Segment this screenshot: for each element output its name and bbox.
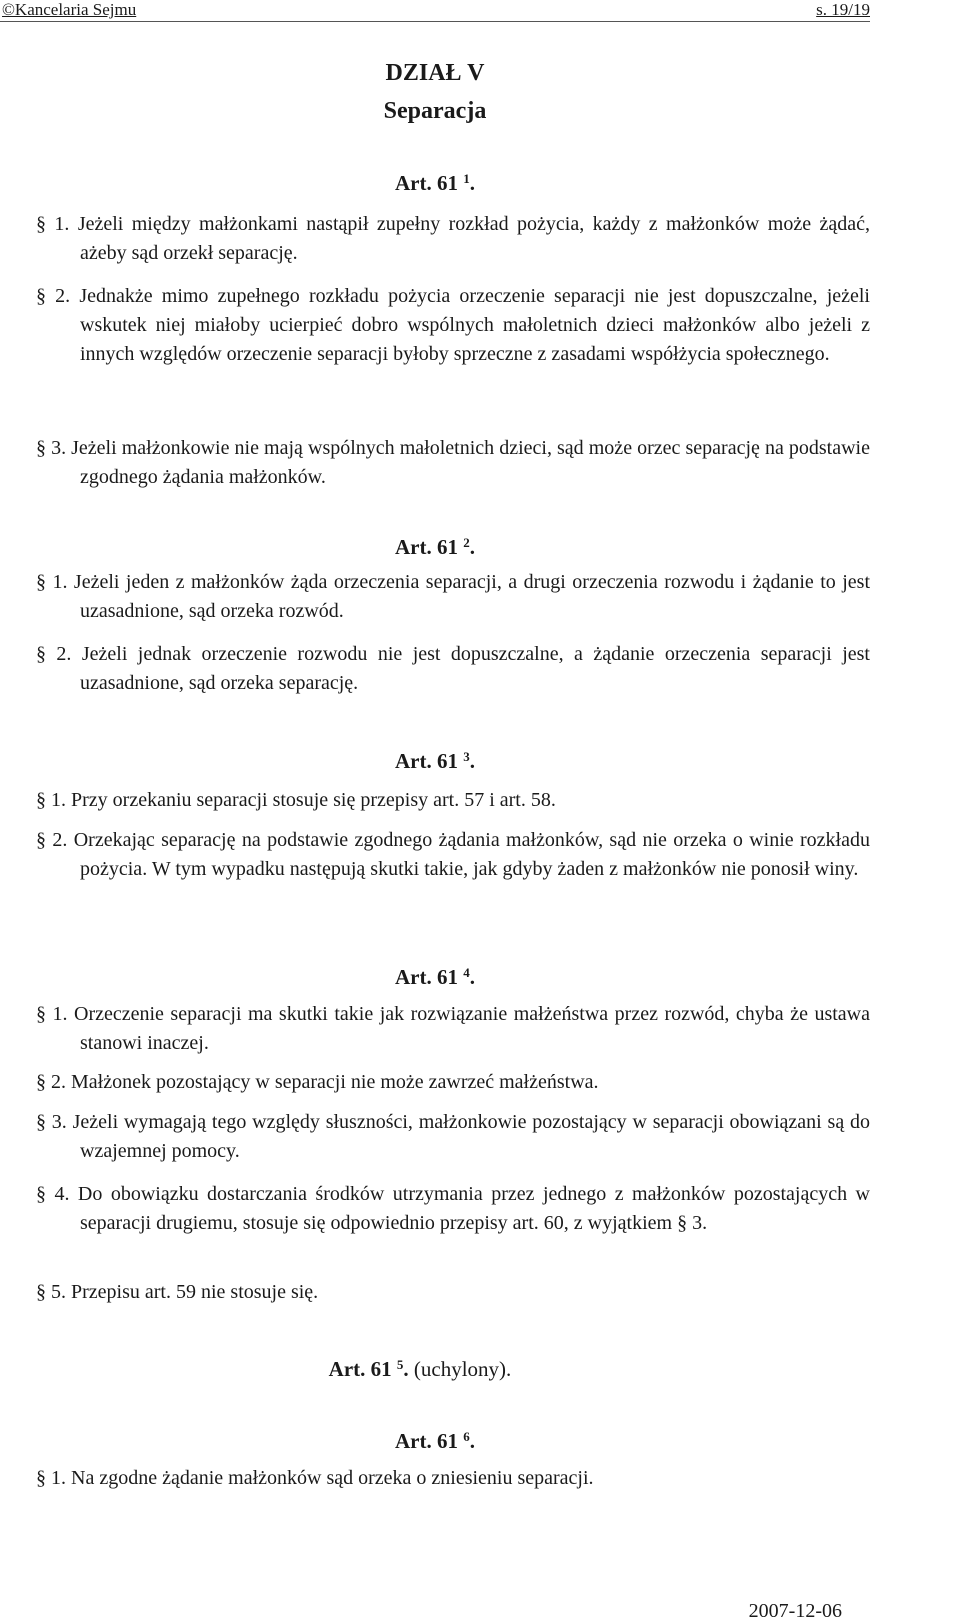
- article-superscript: 3: [463, 749, 470, 764]
- article-superscript: 5: [396, 1357, 404, 1372]
- article-label: Art. 61: [395, 965, 458, 989]
- paragraph: § 3. Jeżeli małżonkowie nie mają wspólnych małoletnich dzieci, sąd może orzec separację na podstawie zgodnego żądania małżonków.: [36, 437, 870, 488]
- paragraph: § 1. Orzeczenie separacji ma skutki takie jak rozwiązanie małżeństwa przez rozwód, chyba że ustawa stanowi inaczej.: [36, 1003, 870, 1054]
- article-heading-61-4: Art. 61 $^4$.: [395, 965, 475, 989]
- article-label: Art. 61: [395, 535, 458, 559]
- article-label: Art. 61: [395, 749, 458, 773]
- article-note: (uchylony).: [413, 1357, 512, 1381]
- paragraph: § 1. Jeżeli jeden z małżonków żąda orzeczenia separacji, a drugi orzeczenia rozwodu i żądanie to jest uzasadnione, sąd orzeka rozwód.: [36, 571, 870, 622]
- paragraph: § 3. Jeżeli wymagają tego względy słuszności, małżonkowie pozostający w separacji obowiązani są do wzajemnej pomocy.: [36, 1111, 870, 1162]
- article-label: Art. 61: [328, 1357, 392, 1381]
- paragraph: § 2. Jeżeli jednak orzeczenie rozwodu nie jest dopuszczalne, a żądanie orzeczenia separacji jest uzasadnione, sąd orzeka separację.: [36, 643, 870, 694]
- footer-date: 2007-12-06: [748, 1600, 842, 1622]
- header-publisher-link[interactable]: ©Kancelaria Sejmu: [2, 0, 137, 19]
- article-superscript: 6: [463, 1429, 470, 1444]
- article-label: Art. 61: [395, 171, 458, 195]
- section-title: DZIAŁ V: [385, 60, 485, 86]
- header-page-number[interactable]: [816, 0, 870, 20]
- header-publisher[interactable]: [2, 0, 136, 20]
- article-heading-61-5: Art. 61 $^5$. (uchylony).: [328, 1357, 512, 1381]
- paragraph: § 1. Jeżeli między małżonkami nastąpił zupełny rozkład pożycia, każdy z małżonków może żądać, ażeby sąd orzekł separację.: [36, 213, 870, 264]
- section-subtitle: Separacja: [383, 98, 487, 124]
- paragraph: § 1. Na zgodne żądanie małżonków sąd orzeka o zniesieniu separacji.: [36, 1467, 594, 1489]
- paragraph: § 4. Do obowiązku dostarczania środków utrzymania przez jednego z małżonków pozostających w separacji drugiemu, stosuje się odpowiednio przepisy art. 60, z wyjątkiem § 3.: [36, 1183, 870, 1234]
- article-superscript: 2: [463, 535, 470, 550]
- header-page-number-link[interactable]: s. 19/19: [816, 0, 870, 19]
- article-label: Art. 61: [395, 1429, 458, 1453]
- article-superscript: 1: [463, 171, 470, 186]
- article-heading-61-2: Art. 61 $^2$.: [395, 535, 475, 559]
- header-divider: [0, 21, 870, 22]
- article-heading-61-6: Art. 61 $^6$.: [395, 1429, 475, 1453]
- paragraph: § 2. Orzekając separację na podstawie zgodnego żądania małżonków, sąd nie orzeka o winie rozkładu pożycia. W tym wypadku następują skutki takie, jak gdyby żaden z małżonków nie ponosił winy.: [36, 829, 870, 880]
- article-heading-61-1: Art. 61 $^1$.: [395, 171, 475, 195]
- paragraph: § 2. Jednakże mimo zupełnego rozkładu pożycia orzeczenie separacji nie jest dopuszczalne, jeżeli wskutek niej miałoby ucierpieć dobro wspólnych małoletnich dzieci małżonków albo jeżeli z innych względów orzeczenie separacji byłoby sprzeczne z zasadami współżycia społecznego.: [36, 285, 870, 365]
- article-heading-61-3: Art. 61 $^3$.: [395, 749, 475, 773]
- article-superscript: 4: [463, 965, 470, 980]
- paragraph: § 1. Przy orzekaniu separacji stosuje się przepisy art. 57 i art. 58.: [36, 789, 556, 811]
- paragraph: § 2. Małżonek pozostający w separacji nie może zawrzeć małżeństwa.: [36, 1071, 599, 1093]
- paragraph: § 5. Przepisu art. 59 nie stosuje się.: [36, 1281, 319, 1303]
